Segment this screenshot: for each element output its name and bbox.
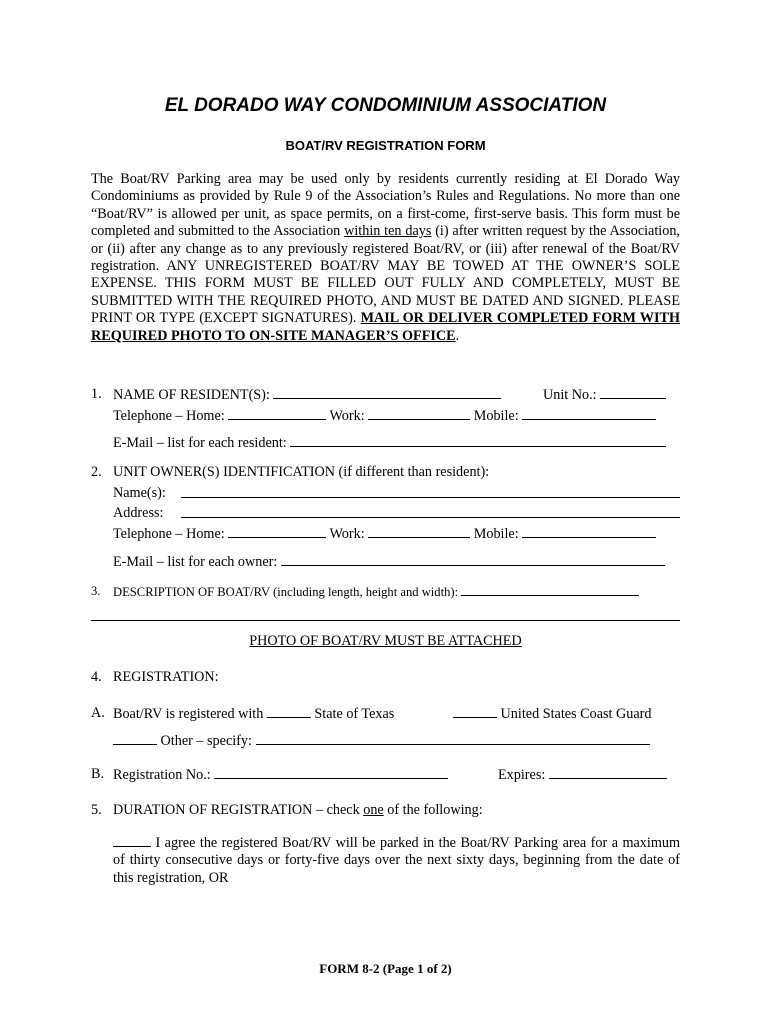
resident-work-label: Work: xyxy=(329,408,365,424)
duration-label-pre: DURATION OF REGISTRATION – check xyxy=(113,802,364,818)
other-specify-field[interactable] xyxy=(256,732,650,745)
description-continuation-line[interactable] xyxy=(91,620,680,621)
duration-option-1-text: I agree the registered Boat/RV will be parked in the Boat/RV Parking area for a maximum of thirty consecutive days or forty-five days over the next sixty days, beginning from the date of this registration, OR xyxy=(113,835,681,886)
resident-name-field[interactable] xyxy=(273,386,501,399)
owner-work-label: Work: xyxy=(329,526,365,542)
section-5-number-row xyxy=(91,802,102,819)
registered-with-label: Boat/RV is registered with xyxy=(113,706,264,722)
page-title: EL DORADO WAY CONDOMINIUM ASSOCIATION xyxy=(164,95,607,116)
owner-tel-home-field[interactable] xyxy=(228,525,326,538)
owner-heading-row xyxy=(113,464,489,481)
expires-field[interactable] xyxy=(549,766,667,779)
registration-heading xyxy=(113,669,219,686)
owner-address-label: Address: xyxy=(113,505,164,521)
section-4-number: 4. xyxy=(91,669,102,685)
resident-email-row xyxy=(113,434,666,452)
resident-name-label: NAME OF RESIDENT(S): xyxy=(113,387,270,403)
owner-email-row xyxy=(113,553,665,571)
state-of-texas-checkbox[interactable] xyxy=(267,705,311,718)
owner-mobile-label: Mobile: xyxy=(473,526,519,542)
section-3-number: 3. xyxy=(91,584,101,598)
duration-option-1-checkbox[interactable] xyxy=(113,834,151,847)
owner-tel-home-label: Telephone – Home: xyxy=(113,526,225,542)
registration-a-letter: A. xyxy=(91,705,105,721)
duration-option-1 xyxy=(113,834,680,887)
owner-names-row xyxy=(113,485,166,502)
resident-work-field[interactable] xyxy=(368,407,470,420)
owner-names-label: Name(s): xyxy=(113,485,166,501)
resident-mobile-field[interactable] xyxy=(522,407,656,420)
unit-no-label: Unit No.: xyxy=(543,387,597,403)
coast-guard-checkbox[interactable] xyxy=(453,705,497,718)
resident-name-row xyxy=(113,386,501,404)
section-2-number: 2. xyxy=(91,464,102,480)
registered-with-row xyxy=(113,705,394,723)
registration-label: REGISTRATION: xyxy=(113,669,219,685)
other-checkbox[interactable] xyxy=(113,732,157,745)
owner-names-field[interactable] xyxy=(181,485,680,498)
section-2-number-row xyxy=(91,464,102,481)
intro-within-ten-days: within ten days xyxy=(344,223,432,240)
owner-address-row xyxy=(113,505,163,522)
intro-end: . xyxy=(455,327,460,344)
resident-email-field[interactable] xyxy=(290,434,666,447)
registration-no-field[interactable] xyxy=(214,766,448,779)
owner-mobile-field[interactable] xyxy=(522,525,656,538)
section-3-number-row xyxy=(91,583,100,600)
registration-b-letter: B. xyxy=(91,766,105,782)
resident-tel-home-label: Telephone – Home: xyxy=(113,408,225,424)
registration-b-letter-row xyxy=(91,766,104,783)
description-row xyxy=(113,583,639,601)
resident-mobile-label: Mobile: xyxy=(473,408,519,424)
section-1-row-name xyxy=(91,386,102,403)
duration-label-one: one xyxy=(363,802,384,818)
owner-identification-label: UNIT OWNER(S) IDENTIFICATION (if different than resident): xyxy=(113,464,490,480)
coast-guard-label: United States Coast Guard xyxy=(500,706,652,722)
description-field[interactable] xyxy=(461,583,639,596)
intro-text-1: The Boat/RV Parking area may be used only by residents currently residing at El Dorado Way Condominiums as provided by Rule 9 of the Association’s Rules and Regulations. No more than one “Boat/RV” is allowed per unit, as space permits, on a first-come, first-serve basis. This form must be completed and submitted to the Association xyxy=(91,171,680,240)
owner-telephone-row xyxy=(113,525,656,543)
expires-row xyxy=(498,766,667,784)
resident-email-label: E-Mail – list for each resident: xyxy=(113,435,287,451)
intro-mail-instruction: MAIL OR DELIVER COMPLETED FORM WITH REQUIRED PHOTO TO ON-SITE MANAGER’S OFFICE xyxy=(91,310,680,344)
unit-no-field[interactable] xyxy=(600,386,666,399)
section-1-number: 1. xyxy=(91,386,102,402)
page-footer: FORM 8-2 (Page 1 of 2) xyxy=(319,961,452,976)
description-label: DESCRIPTION OF BOAT/RV (including length, height and width): xyxy=(113,585,459,599)
duration-heading xyxy=(113,802,483,819)
registration-no-row xyxy=(113,766,448,784)
state-of-texas-label: State of Texas xyxy=(314,706,395,722)
form-subtitle: BOAT/RV REGISTRATION FORM xyxy=(285,138,486,153)
owner-email-label: E-Mail – list for each owner: xyxy=(113,554,278,570)
owner-email-field[interactable] xyxy=(281,553,665,566)
intro-paragraph xyxy=(91,171,680,345)
coast-guard-row xyxy=(453,705,651,723)
expires-label: Expires: xyxy=(498,767,546,783)
registration-no-label: Registration No.: xyxy=(113,767,211,783)
duration-label-post: of the following: xyxy=(383,802,483,818)
section-5-number: 5. xyxy=(91,802,102,818)
other-specify-label: Other – specify: xyxy=(160,733,252,749)
section-4-number-row xyxy=(91,669,102,686)
intro-text-2: (i) after written request by the Association, or (ii) after any change as to any previously registered Boat/RV, or (iii) after renewal of the Boat/RV registration. ANY UNREGISTERED BOAT/RV MAY BE TOWED AT THE OWNER’S SOLE EXPENSE. THIS FORM MUST BE FILLED OUT FULLY AND COMPLETELY, MUST BE SUBMITTED WITH THE REQUIRED PHOTO, AND MUST BE DATED AND SIGNED. PLEASE PRINT OR TYPE (EXCEPT SIGNATURES). xyxy=(91,223,680,327)
owner-work-field[interactable] xyxy=(368,525,470,538)
other-specify-row xyxy=(113,732,650,750)
photo-attached-note: PHOTO OF BOAT/RV MUST BE ATTACHED xyxy=(249,633,522,649)
resident-telephone-row xyxy=(113,407,656,425)
unit-no-row xyxy=(543,386,666,404)
resident-tel-home-field[interactable] xyxy=(228,407,326,420)
registration-a-letter-row xyxy=(91,705,105,722)
owner-address-field[interactable] xyxy=(181,505,680,518)
